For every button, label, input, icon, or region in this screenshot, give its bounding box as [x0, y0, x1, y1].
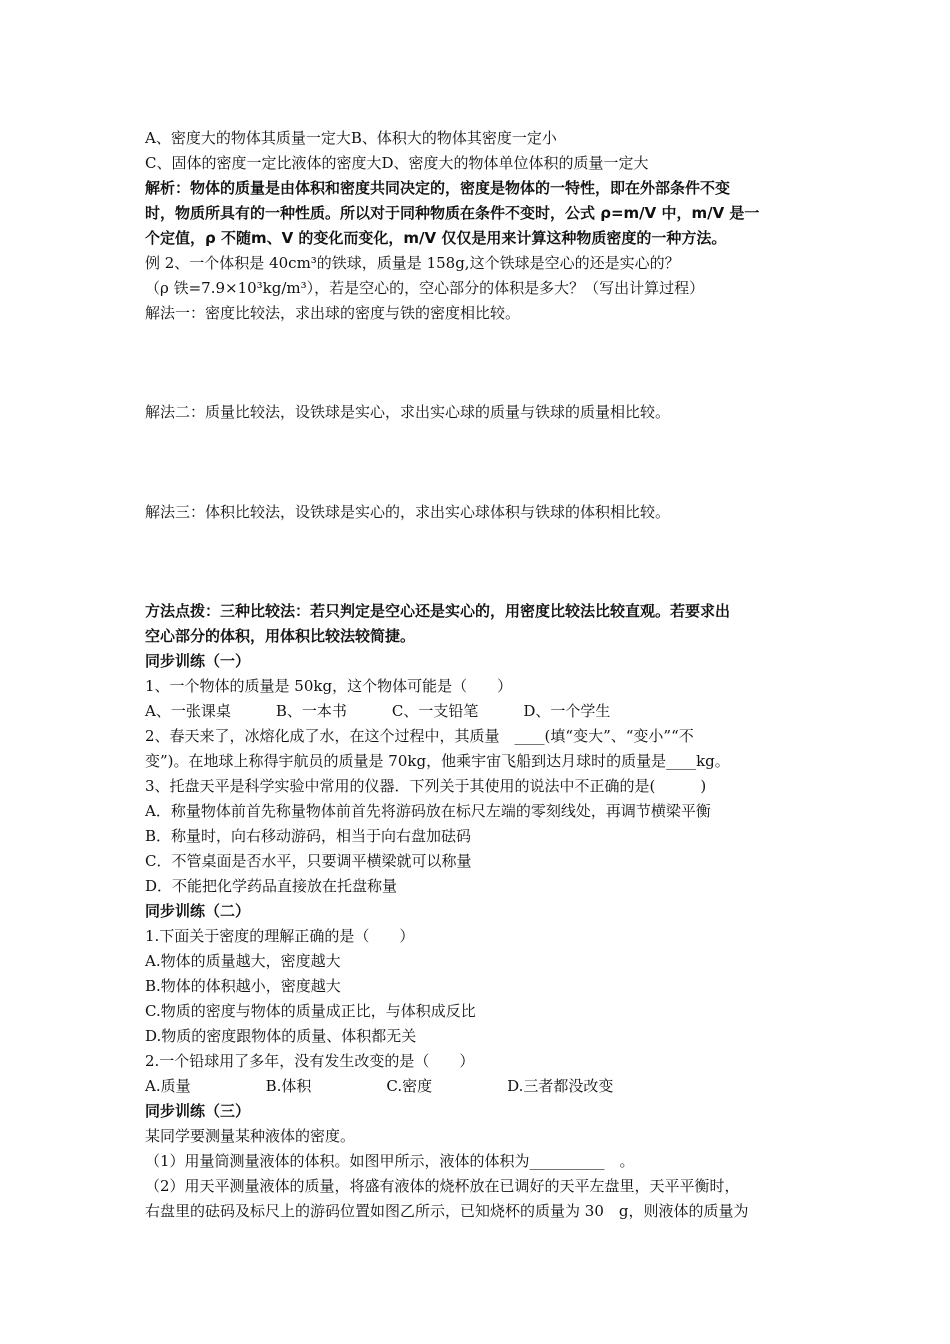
- analysis-line-2: 时，物质所具有的一种性质。所以对于同种物质在条件不变时，公式 ρ=m/V 中，m/V 是一: [145, 204, 760, 222]
- sync2-line: B.物体的体积越小，密度越大: [145, 977, 341, 995]
- sync2-line: 2.一个铅球用了多年，没有发生改变的是（ ）: [145, 1052, 475, 1070]
- method-3: 解法三：体积比较法，设铁球是实心的，求出实心球体积与铁球的体积相比较。: [145, 503, 671, 521]
- tips-line-2: 空心部分的体积，用体积比较法较简捷。: [145, 627, 416, 645]
- sync1-line: 1、一个物体的质量是 50kg，这个物体可能是（ ）: [145, 677, 513, 695]
- sync1-line: C．不管桌面是否水平，只要调平横梁就可以称量: [145, 852, 472, 870]
- method-2: 解法二：质量比较法，设铁球是实心，求出实心球的质量与铁球的质量相比较。: [145, 403, 671, 421]
- sync3-line: （1）用量筒测量液体的体积。如图甲所示，液体的体积为__________ 。: [145, 1152, 635, 1170]
- sync1-title: 同步训练（一）: [145, 652, 251, 670]
- sync2-line: A.物体的质量越大，密度越大: [145, 952, 341, 970]
- sync1-line: A．称量物体前首先称量物体前首先将游码放在标尺左端的零刻线处，再调节横梁平衡: [145, 802, 711, 820]
- q1-options-cd: C、固体的密度一定比液体的密度大D、密度大的物体单位体积的质量一定大: [145, 154, 649, 172]
- sync2-title: 同步训练（二）: [145, 902, 251, 920]
- sync3-line: （2）用天平测量液体的质量，将盛有液体的烧杯放在已调好的天平左盘里，天平平衡时，: [145, 1177, 740, 1195]
- analysis-line-3: 个定值，ρ 不随m、V 的变化而变化，m/V 仅仅是用来计算这种物质密度的一种方法。: [145, 229, 727, 247]
- example2-line-1: 例 2、一个体积是 40cm³的铁球，质量是 158g,这个铁球是空心的还是实心的？: [145, 254, 680, 272]
- sync1-line: 3、托盘天平是科学实验中常用的仪器．下列关于其使用的说法中不正确的是( ): [145, 777, 707, 795]
- analysis-line-1: 解析：物体的质量是由体积和密度共同决定的，密度是物体的一特性，即在外部条件不变: [145, 179, 731, 197]
- q1-options-ab: A、密度大的物体其质量一定大B、体积大的物体其密度一定小: [145, 129, 557, 147]
- sync1-line: B．称量时，向右移动游码，相当于向右盘加砝码: [145, 827, 472, 845]
- sync2-line: C.物质的密度与物体的质量成正比，与体积成反比: [145, 1002, 476, 1020]
- tips-line-1: 方法点拨：三种比较法：若只判定是空心还是实心的，用密度比较法比较直观。若要求出: [145, 602, 731, 620]
- sync2-line: D.物质的密度跟物体的质量、体积都无关: [145, 1027, 417, 1045]
- sync3-title: 同步训练（三）: [145, 1102, 251, 1120]
- sync1-line: A、一张课桌 B、一本书 C、一支铅笔 D、一个学生: [145, 702, 611, 720]
- sync1-line: 变”)。在地球上称得宇航员的质量是 70kg，他乘宇宙飞船到达月球时的质量是____kg。: [145, 752, 730, 770]
- sync1-line: D．不能把化学药品直接放在托盘称量: [145, 877, 398, 895]
- sync3-line: 右盘里的砝码及标尺上的游码位置如图乙所示，已知烧杯的质量为 30 g，则液体的质量为: [145, 1202, 749, 1220]
- sync2-line: A.质量 B.体积 C.密度 D.三者都没改变: [145, 1077, 614, 1095]
- sync2-line: 1.下面关于密度的理解正确的是（ ）: [145, 927, 415, 945]
- sync1-line: 2、春天来了，冰熔化成了水，在这个过程中，其质量 ____(填“变大”、“变小”“不: [145, 727, 694, 745]
- method-1: 解法一：密度比较法，求出球的密度与铁的密度相比较。: [145, 304, 521, 322]
- example2-line-2: （ρ 铁=7.9×10³kg/m³），若是空心的，空心部分的体积是多大？（写出计算过程）: [145, 279, 705, 297]
- sync3-line: 某同学要测量某种液体的密度。: [145, 1127, 356, 1145]
